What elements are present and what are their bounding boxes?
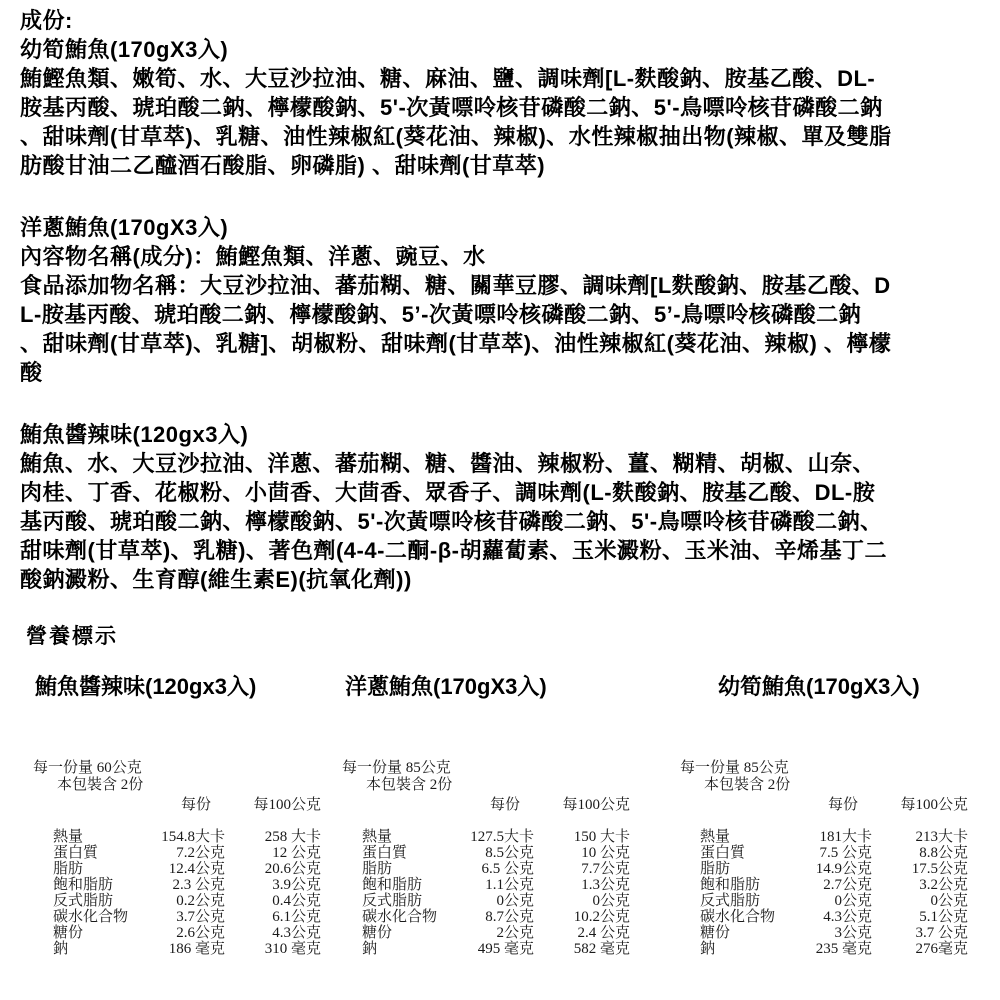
- value-per-100g: 3.9公克: [272, 877, 321, 893]
- value-per-100g: 10.2公克: [573, 909, 630, 925]
- value-per-100g: 4.3公克: [272, 925, 321, 941]
- nutrient-label: 飽和脂肪: [362, 877, 423, 893]
- servings-per-pack: 本包裝含 2份: [57, 777, 144, 793]
- table-row: [342, 845, 634, 861]
- value-per-100g: 2.4 公克: [577, 925, 630, 941]
- col-per-serving: 每份: [827, 797, 858, 813]
- ingredients-text-line: 酸: [20, 360, 43, 385]
- table-row: [342, 893, 634, 909]
- nutrient-label: 飽和脂肪: [53, 877, 114, 893]
- spacer: [342, 797, 442, 814]
- col-per-100g: 每100公克: [900, 797, 968, 813]
- nutrient-label: 蛋白質: [53, 845, 99, 861]
- table-row: [342, 877, 634, 893]
- ingredients-text-line: 、甜味劑(甘草萃)、乳糖、油性辣椒紅(葵花油、辣椒)、水性辣椒抽出物(辣椒、單及雙脂: [20, 124, 892, 149]
- value-per-serving: 0公克: [496, 893, 534, 909]
- nutrition-rows: [680, 829, 972, 957]
- product-ingredients-bamboo-tuna: [20, 35, 986, 180]
- product-title: 洋蔥鮪魚(170gX3入): [20, 215, 229, 240]
- value-per-serving: 4.3公克: [823, 909, 872, 925]
- nutrition-table-onion-tuna: [342, 760, 634, 957]
- value-per-serving: 181大卡: [819, 829, 872, 845]
- value-per-100g: 0.4公克: [272, 893, 321, 909]
- value-per-100g: 150 大卡: [573, 829, 630, 845]
- nutrient-label: 脂肪: [362, 861, 393, 877]
- value-per-serving: 7.5 公克: [819, 845, 872, 861]
- product-ingredients-onion-tuna: [20, 213, 986, 387]
- ingredients-text-line: 酸鈉澱粉、生育醇(維生素E)(抗氧化劑)): [20, 567, 412, 592]
- table-row: [33, 893, 325, 909]
- serving-size: 每一份量 60公克: [33, 760, 142, 776]
- nutrition-rows: [342, 829, 634, 957]
- column-headers: [680, 797, 972, 814]
- nutrient-label: 反式脂肪: [53, 893, 114, 909]
- table-row: [680, 925, 972, 941]
- value-per-100g: 3.2公克: [919, 877, 968, 893]
- value-per-100g: 1.3公克: [581, 877, 630, 893]
- ingredients-text-line: 、甜味劑(甘草萃)、乳糖]、胡椒粉、甜味劑(甘草萃)、油性辣椒紅(葵花油、辣椒) 、檸檬: [20, 331, 892, 356]
- value-per-serving: 2.7公克: [823, 877, 872, 893]
- table-row: [342, 909, 634, 925]
- nutrition-rows: [33, 829, 325, 957]
- column-headers: [33, 797, 325, 814]
- nutrient-label: 鈉: [700, 941, 716, 957]
- ingredients-text-line: 甜味劑(甘草萃)、乳糖)、著色劑(4-4-二酮-β-胡蘿蔔素、玉米澱粉、玉米油、辛烯基丁二: [20, 538, 888, 563]
- table-row: [342, 829, 634, 845]
- ingredients-text-line: 鮪魚、水、大豆沙拉油、洋蔥、蕃茄糊、糖、醬油、辣椒粉、薑、糊精、胡椒、山奈、: [20, 451, 876, 476]
- value-per-serving: 8.5公克: [485, 845, 534, 861]
- ingredients-text-line: 肉桂、丁香、花椒粉、小茴香、大茴香、眾香子、調味劑(L-麩酸鈉、胺基乙酸、DL-胺: [20, 480, 876, 505]
- value-per-100g: 0公克: [592, 893, 630, 909]
- value-per-serving: 2公克: [496, 925, 534, 941]
- table-row: [680, 845, 972, 861]
- product-title: 鮪魚醬辣味(120gx3入): [20, 422, 249, 447]
- ingredients-section: [20, 6, 986, 594]
- nutrition-table-title-bamboo-tuna: 幼筍鮪魚(170gX3入): [718, 674, 920, 699]
- nutrient-label: 熱量: [362, 829, 393, 845]
- table-row: [342, 925, 634, 941]
- value-per-100g: 5.1公克: [919, 909, 968, 925]
- nutrient-label: 糖份: [53, 925, 84, 941]
- table-row: [33, 909, 325, 925]
- ingredients-text-line: L-胺基丙酸、琥珀酸二鈉、檸檬酸鈉、5’-次黃嘌呤核磷酸二鈉、5’-鳥嘌呤核磷酸二鈉: [20, 302, 862, 327]
- table-row: [33, 925, 325, 941]
- nutrient-label: 脂肪: [53, 861, 84, 877]
- nutrient-label: 蛋白質: [362, 845, 408, 861]
- table-row: [680, 861, 972, 877]
- value-per-serving: 0公克: [834, 893, 872, 909]
- col-per-100g: 每100公克: [253, 797, 321, 813]
- nutrient-label: 反式脂肪: [700, 893, 761, 909]
- nutrient-label: 碳水化合物: [362, 909, 438, 925]
- value-per-100g: 582 毫克: [573, 941, 630, 957]
- table-row: [680, 829, 972, 845]
- nutrient-label: 鈉: [362, 941, 378, 957]
- table-row: [33, 861, 325, 877]
- value-per-serving: 0.2公克: [176, 893, 225, 909]
- col-per-100g: 每100公克: [562, 797, 630, 813]
- value-per-serving: 495 毫克: [477, 941, 534, 957]
- nutrient-label: 蛋白質: [700, 845, 746, 861]
- value-per-100g: 12 公克: [272, 845, 321, 861]
- nutrient-label: 熱量: [700, 829, 731, 845]
- ingredients-text-line: 基丙酸、琥珀酸二鈉、檸檬酸鈉、5'-次黃嘌呤核苷磷酸二鈉、5'-鳥嘌呤核苷磷酸二鈉、: [20, 509, 883, 534]
- value-per-serving: 7.2公克: [176, 845, 225, 861]
- column-headers: [342, 797, 634, 814]
- value-per-100g: 276毫克: [915, 941, 968, 957]
- product-ingredients-spicy-tuna-sauce: [20, 420, 986, 594]
- ingredients-text-line: 鮪鰹魚類、嫩筍、水、大豆沙拉油、糖、麻油、鹽、調味劑[L-麩酸鈉、胺基乙酸、DL-: [20, 66, 876, 91]
- value-per-serving: 8.7公克: [485, 909, 534, 925]
- table-row: [680, 941, 972, 957]
- ingredients-text-line: 胺基丙酸、琥珀酸二鈉、檸檬酸鈉、5'-次黃嘌呤核苷磷酸二鈉、5'-鳥嘌呤核苷磷酸二鈉: [20, 95, 883, 120]
- servings-per-pack: 本包裝含 2份: [704, 777, 791, 793]
- col-per-serving: 每份: [489, 797, 520, 813]
- value-per-serving: 12.4公克: [168, 861, 225, 877]
- ingredients-text-line: 肪酸甘油二乙醯酒石酸脂、卵磷脂) 、甜味劑(甘草萃): [20, 153, 546, 178]
- nutrient-label: 飽和脂肪: [700, 877, 761, 893]
- value-per-serving: 235 毫克: [815, 941, 872, 957]
- servings-per-pack: 本包裝含 2份: [366, 777, 453, 793]
- serving-size: 每一份量 85公克: [680, 760, 789, 776]
- ingredients-header: 成份:: [20, 8, 73, 33]
- nutrition-table-title-spicy-tuna-sauce: 鮪魚醬辣味(120gx3入): [35, 674, 257, 699]
- value-per-100g: 6.1公克: [272, 909, 321, 925]
- spacer: [33, 797, 133, 814]
- nutrition-section-header: 營養標示: [26, 625, 118, 648]
- nutrient-label: 反式脂肪: [362, 893, 423, 909]
- ingredients-text-line: 食品添加物名稱：大豆沙拉油、蕃茄糊、糖、關華豆膠、調味劑[L麩酸鈉、胺基乙酸、D: [20, 273, 891, 298]
- table-row: [33, 941, 325, 957]
- nutrition-table-bamboo-tuna: [680, 760, 972, 957]
- nutrient-label: 脂肪: [700, 861, 731, 877]
- value-per-100g: 7.7公克: [581, 861, 630, 877]
- nutrient-label: 糖份: [700, 925, 731, 941]
- nutrient-label: 熱量: [53, 829, 84, 845]
- value-per-serving: 14.9公克: [815, 861, 872, 877]
- value-per-serving: 3.7公克: [176, 909, 225, 925]
- table-row: [33, 877, 325, 893]
- value-per-serving: 1.1公克: [485, 877, 534, 893]
- nutrient-label: 糖份: [362, 925, 393, 941]
- table-row: [680, 909, 972, 925]
- value-per-serving: 2.3 公克: [172, 877, 225, 893]
- value-per-serving: 186 毫克: [168, 941, 225, 957]
- table-row: [33, 845, 325, 861]
- nutrient-label: 碳水化合物: [53, 909, 129, 925]
- value-per-serving: 2.6公克: [176, 925, 225, 941]
- table-row: [33, 829, 325, 845]
- value-per-serving: 154.8大卡: [161, 829, 225, 845]
- table-row: [342, 941, 634, 957]
- product-title: 幼筍鮪魚(170gX3入): [20, 37, 229, 62]
- value-per-100g: 17.5公克: [911, 861, 968, 877]
- table-row: [342, 861, 634, 877]
- value-per-100g: 20.6公克: [264, 861, 321, 877]
- value-per-100g: 258 大卡: [264, 829, 321, 845]
- value-per-serving: 3公克: [834, 925, 872, 941]
- value-per-serving: 127.5大卡: [470, 829, 534, 845]
- value-per-100g: 0公克: [930, 893, 968, 909]
- ingredients-text-line: 內容物名稱(成分)：鮪鰹魚類、洋蔥、豌豆、水: [20, 244, 486, 269]
- nutrition-table-spicy-tuna-sauce: [33, 760, 325, 957]
- value-per-100g: 10 公克: [581, 845, 630, 861]
- table-row: [680, 893, 972, 909]
- value-per-100g: 310 毫克: [264, 941, 321, 957]
- nutrition-table-title-onion-tuna: 洋蔥鮪魚(170gX3入): [345, 674, 547, 699]
- value-per-100g: 3.7 公克: [915, 925, 968, 941]
- table-row: [680, 877, 972, 893]
- col-per-serving: 每份: [180, 797, 211, 813]
- spacer: [680, 797, 780, 814]
- value-per-100g: 213大卡: [915, 829, 968, 845]
- serving-size: 每一份量 85公克: [342, 760, 451, 776]
- nutrient-label: 碳水化合物: [700, 909, 776, 925]
- value-per-100g: 8.8公克: [919, 845, 968, 861]
- value-per-serving: 6.5 公克: [481, 861, 534, 877]
- nutrient-label: 鈉: [53, 941, 69, 957]
